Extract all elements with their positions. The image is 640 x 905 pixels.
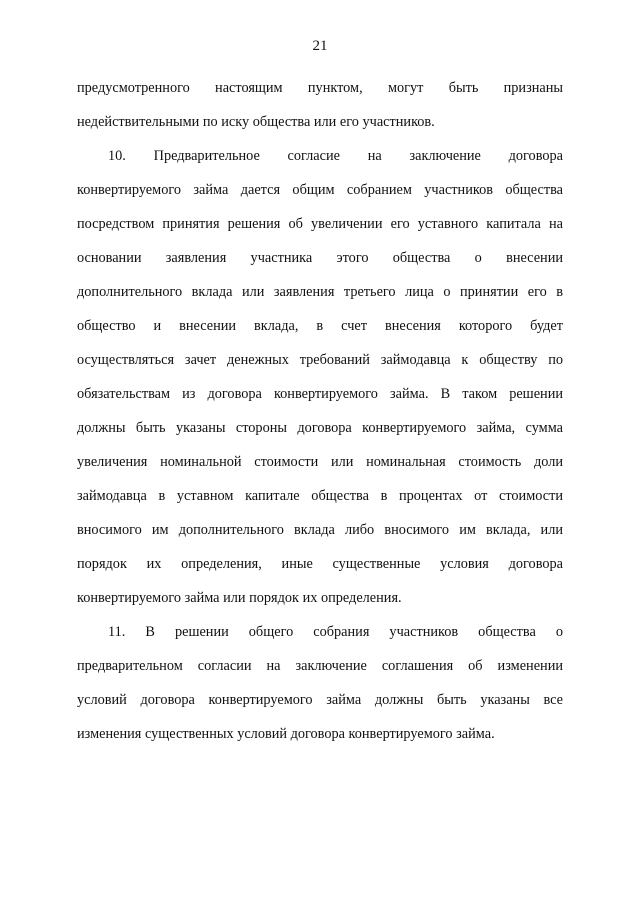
text-line: недействительными по иску общества или его участников. — [77, 114, 435, 130]
text-line: основании заявления участника этого общества о внесении — [77, 250, 563, 266]
text-line: вносимого им дополнительного вклада либо вносимого им вклада, или — [77, 522, 563, 538]
page-number: 21 — [312, 38, 328, 54]
text-line: предварительном согласии на заключение соглашения об изменении — [77, 658, 563, 674]
text-line: предусмотренного настоящим пунктом, могут быть признаны — [77, 80, 563, 96]
text-line: 10. Предварительное согласие на заключение договора — [108, 148, 563, 164]
text-line: обязательствам из договора конвертируемого займа. В таком решении — [77, 386, 563, 402]
paragraph-10 — [77, 139, 563, 615]
text-line: дополнительного вклада или заявления третьего лица о принятии его в — [77, 284, 563, 300]
text-line: конвертируемого займа дается общим собранием участников общества — [77, 182, 563, 198]
text-line: общество и внесении вклада, в счет внесения которого будет — [77, 318, 563, 334]
paragraph-11 — [77, 615, 563, 751]
text-line: осуществляться зачет денежных требований займодавца к обществу по — [77, 352, 563, 368]
text-line: увеличения номинальной стоимости или номинальная стоимость доли — [77, 454, 563, 470]
text-line: 11. В решении общего собрания участников общества о — [108, 624, 563, 640]
document-body — [77, 71, 563, 751]
text-line: порядок их определения, иные существенные условия договора — [77, 556, 563, 572]
text-line: займодавца в уставном капитале общества в процентах от стоимости — [77, 488, 563, 504]
text-line: конвертируемого займа или порядок их определения. — [77, 590, 402, 606]
text-line: должны быть указаны стороны договора конвертируемого займа, сумма — [77, 420, 563, 436]
text-line: условий договора конвертируемого займа должны быть указаны все — [77, 692, 563, 708]
text-line: посредством принятия решения об увеличении его уставного капитала на — [77, 216, 563, 232]
text-line: изменения существенных условий договора конвертируемого займа. — [77, 726, 495, 742]
paragraph-continuation — [77, 71, 563, 139]
